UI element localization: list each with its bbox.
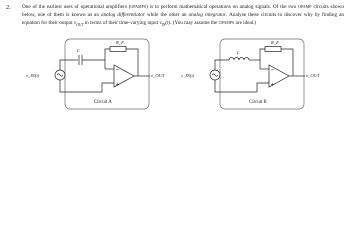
circuit-b-caption: Circuit B <box>249 100 267 105</box>
svg-text:−: − <box>270 67 275 73</box>
problem-text-part: in terms of their time-varying input <box>83 19 160 26</box>
feedback-resistor-label: R_F <box>271 40 279 45</box>
opamp-symbol <box>114 65 134 88</box>
ground-wire <box>60 80 102 92</box>
capacitor-label: C <box>77 48 81 53</box>
term-opamp: opamp <box>298 4 312 10</box>
wire <box>60 60 78 70</box>
source-label: v_IN(t) <box>181 73 195 78</box>
source-label: v_IN(t) <box>26 73 40 78</box>
wire <box>126 49 138 76</box>
voltage-source <box>210 70 220 80</box>
feedback-resistor-label: R_F <box>116 40 124 45</box>
problem-text-part: are ideal.) <box>234 19 257 26</box>
symbol-v-in: $v_{IN}(t)$ <box>159 19 171 27</box>
symbol-v-out: $v_{OUT}$ <box>73 19 84 27</box>
problem-text-part: . Analyse these circuits to discover why by finding an equation for their output <box>22 11 344 26</box>
svg-text:+: + <box>115 82 120 88</box>
wire <box>105 49 110 60</box>
opamp-symbol <box>269 65 289 88</box>
circuit-panel <box>220 39 304 109</box>
term-analog-integrator: analog integrator <box>188 11 227 18</box>
wire <box>102 83 114 92</box>
problem-number: 2. <box>6 4 11 11</box>
problem-text-part: One of the earliest uses of operational amplifiers ( <box>22 4 131 10</box>
wire <box>257 83 269 92</box>
problem-text <box>22 4 344 28</box>
circuit-b-diagram <box>181 38 331 110</box>
wire <box>281 49 293 76</box>
term-opamps: opamps <box>218 19 235 26</box>
circuit-a-caption: Circuit A <box>94 100 112 105</box>
inductor-coil <box>229 58 249 61</box>
term-opamps: opamps <box>130 4 147 10</box>
wire <box>260 49 265 60</box>
wire <box>215 60 229 70</box>
inductor-label: L <box>237 50 240 55</box>
capacitor <box>79 55 82 65</box>
problem-text-part: ) is to perform mathematical operations on analog signals. Of the two <box>146 4 299 10</box>
circuit-a-diagram <box>26 38 176 110</box>
feedback-resistor <box>110 47 126 52</box>
problem-text-part: . (You may assume the <box>170 19 219 26</box>
problem-text-part: circuits shown below, one of them is known as an <box>22 4 344 18</box>
problem-text-part: while the other an <box>144 11 189 18</box>
feedback-resistor <box>265 47 281 52</box>
voltage-source <box>55 70 65 80</box>
output-label: v_OUT <box>306 73 320 78</box>
svg-text:−: − <box>115 67 120 73</box>
term-analog-differentiator: analog differentiator <box>100 11 145 18</box>
svg-text:+: + <box>270 82 275 88</box>
ground-wire <box>215 80 257 92</box>
output-label: v_OUT <box>151 73 165 78</box>
